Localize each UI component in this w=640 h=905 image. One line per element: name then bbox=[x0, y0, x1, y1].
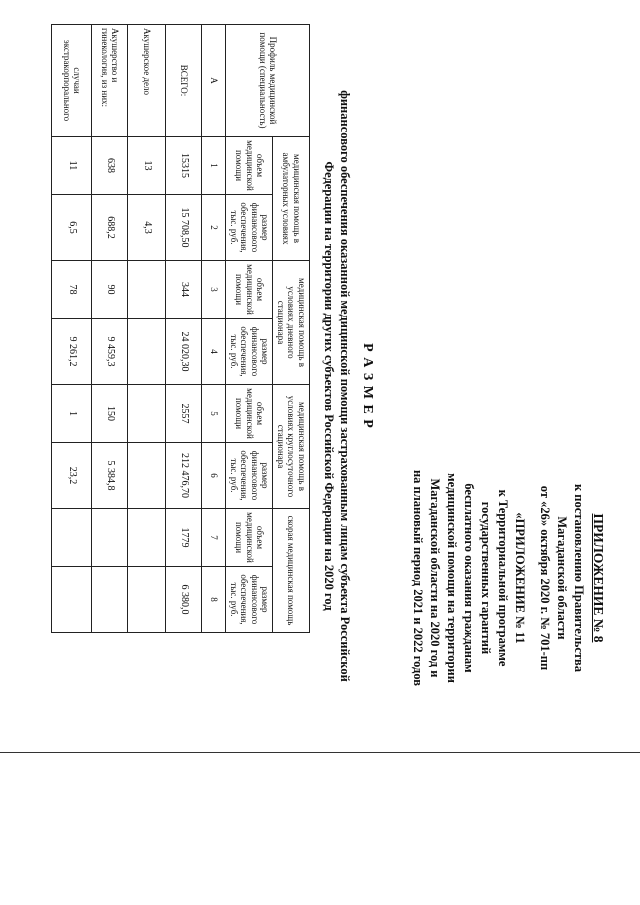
table-row bbox=[166, 25, 202, 633]
cell-value bbox=[128, 261, 166, 319]
numbering-cell: А bbox=[202, 25, 226, 137]
row-label: Акушерское дело bbox=[128, 25, 166, 137]
col-header-volume: объем медицинской помощи bbox=[226, 261, 273, 319]
numbering-cell: 8 bbox=[202, 567, 226, 633]
table-row bbox=[128, 25, 166, 633]
appendix-header bbox=[409, 428, 607, 728]
cell-value: 6 380,0 bbox=[166, 567, 202, 633]
program-ref-line: на плановый период 2021 и 2022 годов bbox=[411, 469, 425, 687]
numbering-cell: 6 bbox=[202, 443, 226, 509]
cell-value: 1 bbox=[52, 385, 92, 443]
table-header-row bbox=[273, 25, 310, 633]
col-header-amount: размер финансового обеспечения, тыс. руб. bbox=[226, 319, 273, 385]
cell-value: 13 bbox=[128, 137, 166, 195]
numbering-cell: 7 bbox=[202, 509, 226, 567]
cell-value: 4,3 bbox=[128, 195, 166, 261]
subtitle-line: Федерации на территории других субъектов Российской Федерации на 2020 год bbox=[322, 161, 336, 611]
cell-value bbox=[92, 567, 128, 633]
financing-table bbox=[52, 24, 311, 633]
program-appendix-number: «ПРИЛОЖЕНИЕ № 11 bbox=[513, 512, 527, 644]
numbering-cell: 1 bbox=[202, 137, 226, 195]
program-ref-line: государственных гарантий bbox=[479, 501, 493, 655]
cell-value bbox=[128, 509, 166, 567]
cell-value: 9 459,3 bbox=[92, 319, 128, 385]
cell-value bbox=[52, 509, 92, 567]
subtitle-line: финансового обеспечения оказанной медицинской помощи застрахованным лицам субъекта Российской bbox=[338, 90, 352, 682]
cell-value: 212 476,70 bbox=[166, 443, 202, 509]
cell-value bbox=[52, 567, 92, 633]
table-row bbox=[92, 25, 128, 633]
cell-value: 24 020,30 bbox=[166, 319, 202, 385]
cell-value: 23,2 bbox=[52, 443, 92, 509]
numbering-cell: 4 bbox=[202, 319, 226, 385]
col-header-volume: объем медицинской помощи bbox=[226, 137, 273, 195]
rotated-content bbox=[15, 6, 615, 766]
cell-value: 11 bbox=[52, 137, 92, 195]
cell-value: 1779 bbox=[166, 509, 202, 567]
cell-value: 15315 bbox=[166, 137, 202, 195]
program-ref-line: Магаданской области на 2020 год и bbox=[428, 478, 442, 678]
page-divider-line bbox=[0, 752, 640, 753]
col-header-profile: Профиль медицинской помощи (специальность) bbox=[226, 25, 310, 137]
cell-value: 150 bbox=[92, 385, 128, 443]
col-group-day-hospital: медицинская помощь в условиях дневного стационара bbox=[273, 261, 310, 385]
row-label: случаи экстракорпорального bbox=[52, 25, 92, 137]
col-group-round-clock-hospital: медицинская помощь в условиях круглосуточного стационара bbox=[273, 385, 310, 509]
cell-value: 638 bbox=[92, 137, 128, 195]
cell-value: 90 bbox=[92, 261, 128, 319]
appendix-number: ПРИЛОЖЕНИЕ № 8 bbox=[591, 513, 606, 643]
col-header-volume: объем медицинской помощи bbox=[226, 509, 273, 567]
document-title: Р А З М Е Р bbox=[360, 343, 375, 429]
numbering-cell: 5 bbox=[202, 385, 226, 443]
cell-value: 344 bbox=[166, 261, 202, 319]
table-row bbox=[52, 25, 92, 633]
appendix-ref-line: к постановлению Правительства bbox=[572, 483, 586, 673]
cell-value: 78 bbox=[52, 261, 92, 319]
col-header-amount: размер финансового обеспечения, тыс. руб. bbox=[226, 195, 273, 261]
appendix-date-line: от «26» октября 2020 г. № 701-пп bbox=[538, 485, 552, 671]
cell-value bbox=[92, 509, 128, 567]
appendix-ref-line: Магаданской области bbox=[555, 516, 569, 640]
program-ref-line: к Территориальной программе bbox=[496, 489, 510, 667]
program-ref-line: бесплатного оказания гражданам bbox=[462, 483, 476, 673]
cell-value: 6,5 bbox=[52, 195, 92, 261]
document-subtitle bbox=[321, 16, 353, 756]
program-ref-line: медицинской помощи на территории bbox=[445, 473, 459, 683]
cell-value: 688,2 bbox=[92, 195, 128, 261]
col-header-volume: объем медицинской помощи bbox=[226, 385, 273, 443]
numbering-cell: 2 bbox=[202, 195, 226, 261]
col-header-amount: размер финансового обеспечения, тыс. руб. bbox=[226, 443, 273, 509]
col-header-amount: размер финансового обеспечения, тыс. руб. bbox=[226, 567, 273, 633]
cell-value: 9 261,2 bbox=[52, 319, 92, 385]
row-label: ВСЕГО: bbox=[166, 25, 202, 137]
cell-value bbox=[128, 567, 166, 633]
col-group-outpatient: медицинская помощь в амбулаторных условиях bbox=[273, 137, 310, 261]
cell-value bbox=[128, 319, 166, 385]
col-group-ambulance: скорая медицинская помощь bbox=[273, 509, 310, 633]
table-numbering-row bbox=[202, 25, 226, 633]
cell-value bbox=[128, 385, 166, 443]
cell-value: 5 384,8 bbox=[92, 443, 128, 509]
cell-value: 2557 bbox=[166, 385, 202, 443]
cell-value bbox=[128, 443, 166, 509]
cell-value: 15 708,50 bbox=[166, 195, 202, 261]
numbering-cell: 3 bbox=[202, 261, 226, 319]
row-label: Акушерство и гинекология, из них: bbox=[92, 25, 128, 137]
